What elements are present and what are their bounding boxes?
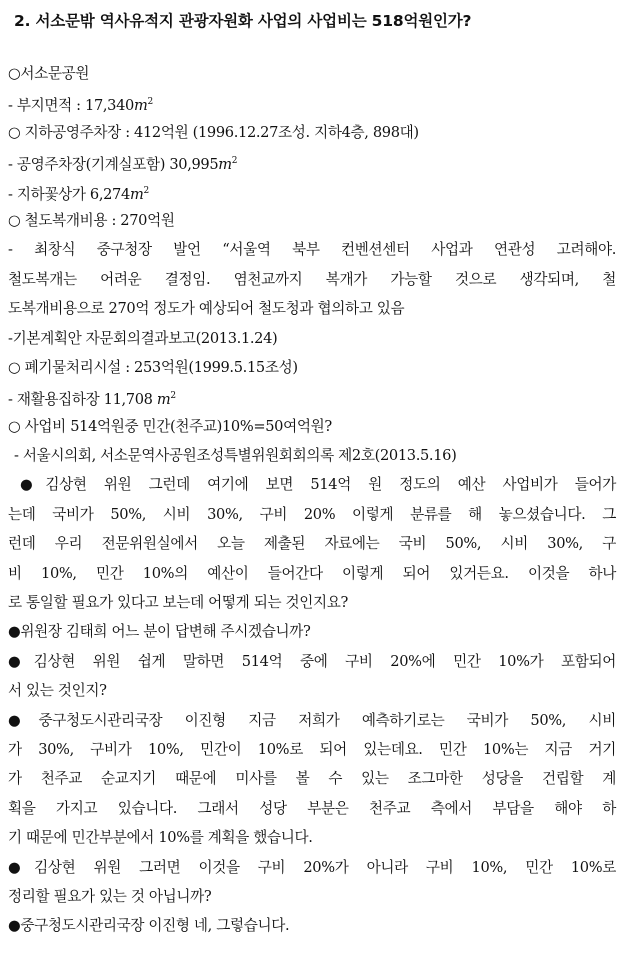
public-parking-line (8, 147, 616, 176)
report-reference-line: -기본계획안 자문회의결과보고(2013.1.24) (8, 329, 278, 347)
waste-facility-line: ○ 폐기물처리시설 : 253억원(1999.5.15조성) (8, 358, 298, 376)
recycling-yard-text: - 재활용집하장 11,708 (8, 391, 157, 409)
underground-parking-line: ○ 지하공영주차장 : 412억원 (1996.12.27조성. 지하4층, 898대) (8, 123, 419, 141)
square-meter-unit: $m^2$ (133, 97, 153, 115)
transcript-line-6: ●위원장 김태희 어느 분이 답변해 주시겠습니까? (8, 623, 311, 641)
council-minutes-reference: - 서울시의회, 서소문역사공원조성특별위원회회의록 제2호(2013.5.16) (14, 447, 457, 465)
transcript-line-3: 런데 우리 전문위원실에서 오늘 제출된 자료에는 국비 50%, 시비 30%, 구 (8, 535, 616, 553)
transcript-line-4: 비 10%, 민간 10%의 예산이 들어간다 이렇게 되어 있거든요. 이것을 하나 (8, 564, 616, 582)
square-meter-unit: $m^2$ (218, 156, 238, 174)
quote-line-2: 철도복개는 어려운 결정임. 염천교까지 복개가 가능할 것으로 생각되며, 철 (8, 270, 616, 288)
transcript-line-11: 가 천주교 순교지기 때문에 미사를 볼 수 있는 조그마한 성당을 건립할 계 (8, 770, 616, 788)
square-meter-unit: $m^2$ (156, 391, 176, 409)
transcript-line-1: ●김상현 위원 그런데 여기에 보면 514억 원 정도의 예산 사업비가 들어가 (20, 476, 616, 494)
transcript-line-7: ●김상현 위원 쉽게 말하면 514억 중에 구비 20%에 민간 10%가 포함되어 (8, 652, 616, 670)
transcript-line-15: 정리할 필요가 있는 것 아닙니까? (8, 887, 212, 905)
transcript-line-14: ●김상현 위원 그러면 이것을 구비 20%가 아니라 구비 10%, 민간 10%로 (8, 858, 616, 876)
transcript-line-2: 는데 국비가 50%, 시비 30%, 구비 20% 이렇게 분류를 해 놓으셨습니다. 그 (8, 505, 616, 523)
site-area-text: - 부지면적 : 17,340 (8, 97, 134, 115)
public-parking-text: - 공영주차장(기계실포함) 30,995 (8, 156, 219, 174)
quote-line-1: - 최창식 중구청장 발언 “서울역 북부 컨벤션센터 사업과 연관성 고려해야. (8, 241, 616, 259)
flower-arcade-line (8, 177, 616, 206)
document-body (8, 59, 616, 941)
transcript-line-10: 가 30%, 구비가 10%, 민간이 10%로 되어 있는데요. 민간 10%는 지금 거기 (8, 740, 616, 758)
transcript-line-12: 획을 가지고 있습니다. 그래서 성당 부분은 천주교 측에서 부담을 해야 하 (8, 799, 616, 817)
transcript-line-16: ●중구청도시관리국장 이진형 네, 그렇습니다. (8, 917, 290, 935)
site-area-line (8, 88, 616, 117)
flower-arcade-text: - 지하꽃상가 6,274 (8, 185, 130, 203)
transcript-line-13: 기 때문에 민간부분에서 10%를 계획을 했습니다. (8, 829, 313, 847)
recycling-yard-line (8, 382, 616, 411)
square-meter-unit: $m^2$ (129, 185, 149, 203)
heading-seosomun-park: ○서소문공원 (8, 65, 90, 82)
transcript-line-5: 로 통일할 필요가 있다고 보는데 어떻게 되는 것인지요? (8, 594, 348, 612)
transcript-line-9: ●중구청도시관리국장 이진형 지금 저희가 예측하기로는 국비가 50%, 시비 (8, 711, 616, 729)
transcript-line-8: 서 있는 것인지? (8, 682, 107, 700)
project-cost-line: ○ 사업비 514억원중 민간(천주교)10%=50여억원? (8, 417, 332, 435)
rail-cover-cost-line: ○ 철도복개비용 : 270억원 (8, 211, 175, 229)
section-title: 2. 서소문밖 역사유적지 관광자원화 사업의 사업비는 518억원인가? (14, 12, 472, 30)
quote-line-3: 도복개비용으로 270억 정도가 예상되어 철도청과 협의하고 있음 (8, 300, 405, 318)
